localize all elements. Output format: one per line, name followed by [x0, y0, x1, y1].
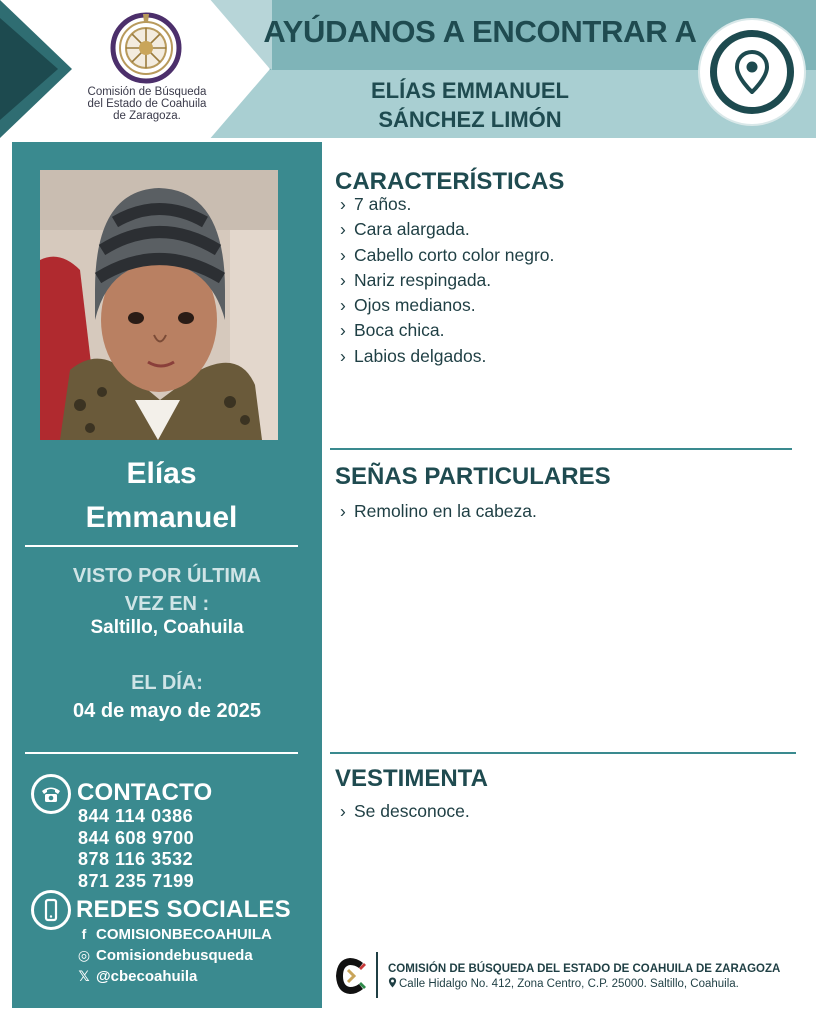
poster-headline: AYÚDANOS A ENCONTRAR A [263, 14, 697, 49]
section-divider [330, 752, 796, 754]
phone-icon [31, 774, 71, 814]
characteristics-list [340, 192, 554, 369]
header-banner [0, 0, 816, 142]
person-first-names: Elías Emmanuel [85, 457, 238, 534]
clothing-title: VESTIMENTA [335, 765, 488, 792]
instagram-icon: ◎ [77, 947, 91, 963]
phone-number[interactable]: 878 116 3532 [78, 849, 194, 869]
phone-number[interactable]: 844 608 9700 [78, 827, 195, 848]
location-pin-icon [735, 50, 769, 94]
characteristics-title: CARACTERÍSTICAS [335, 168, 565, 195]
divider [25, 545, 298, 547]
contact-heading: CONTACTO [77, 779, 213, 806]
missing-person-photo [40, 170, 278, 440]
commission-c-logo [333, 955, 369, 997]
list-item: › Cabello corto color negro. [340, 244, 555, 265]
social-heading: REDES SOCIALES [76, 896, 291, 923]
list-item: › Labios delgados. [340, 345, 487, 366]
commission-name: Comisión de Búsqueda del Estado de Coahuila de Zaragoza. [87, 86, 207, 122]
x-icon: 𝕏 [78, 968, 90, 984]
phone-number[interactable]: 844 114 0386 [78, 806, 194, 826]
social-x[interactable]: 𝕏 @cbecoahuila [76, 966, 272, 987]
divider [25, 752, 298, 754]
date-label: EL DÍA: [131, 672, 203, 694]
footer-org-name: COMISIÓN DE BÚSQUEDA DEL ESTADO DE COAHUILA DE ZARAGOZA [388, 963, 781, 975]
date-value: 04 de mayo de 2025 [73, 700, 261, 722]
location-pin-icon [388, 977, 397, 988]
list-item: › Cara alargada. [340, 219, 470, 240]
list-item: › Remolino en la cabeza. [340, 501, 537, 521]
smartphone-icon [31, 890, 71, 930]
last-seen-place: Saltillo, Coahuila [90, 617, 244, 638]
missing-person-full-name: ELÍAS EMMANUEL SÁNCHEZ LIMÓN [371, 78, 569, 132]
facebook-icon: f [81, 926, 87, 942]
social-instagram[interactable]: ◎ Comisiondebusqueda [77, 947, 253, 964]
footer-divider [376, 952, 378, 998]
social-facebook[interactable]: f COMISIONBECOAHUILA [76, 924, 272, 945]
clothing-list [340, 799, 470, 824]
phone-list [78, 806, 194, 892]
social-list [76, 924, 272, 987]
commission-seal-logo [110, 12, 182, 84]
last-seen-label: VISTO POR ÚLTIMA VEZ EN : [72, 565, 262, 615]
phone-number[interactable]: 871 235 7199 [78, 870, 195, 891]
list-item: › Ojos medianos. [340, 295, 476, 316]
list-item: › 7 años. [340, 194, 412, 214]
marks-title: SEÑAS PARTICULARES [335, 463, 611, 490]
list-item: › Se desconoce. [340, 801, 470, 821]
location-badge [700, 20, 804, 124]
footer-address: Calle Hidalgo No. 412, Zona Centro, C.P. 25000. Saltillo, Coahuila. [388, 977, 739, 990]
section-divider [330, 448, 792, 450]
list-item: › Nariz respingada. [340, 269, 492, 290]
list-item: › Boca chica. [340, 320, 445, 341]
marks-list [340, 499, 537, 524]
